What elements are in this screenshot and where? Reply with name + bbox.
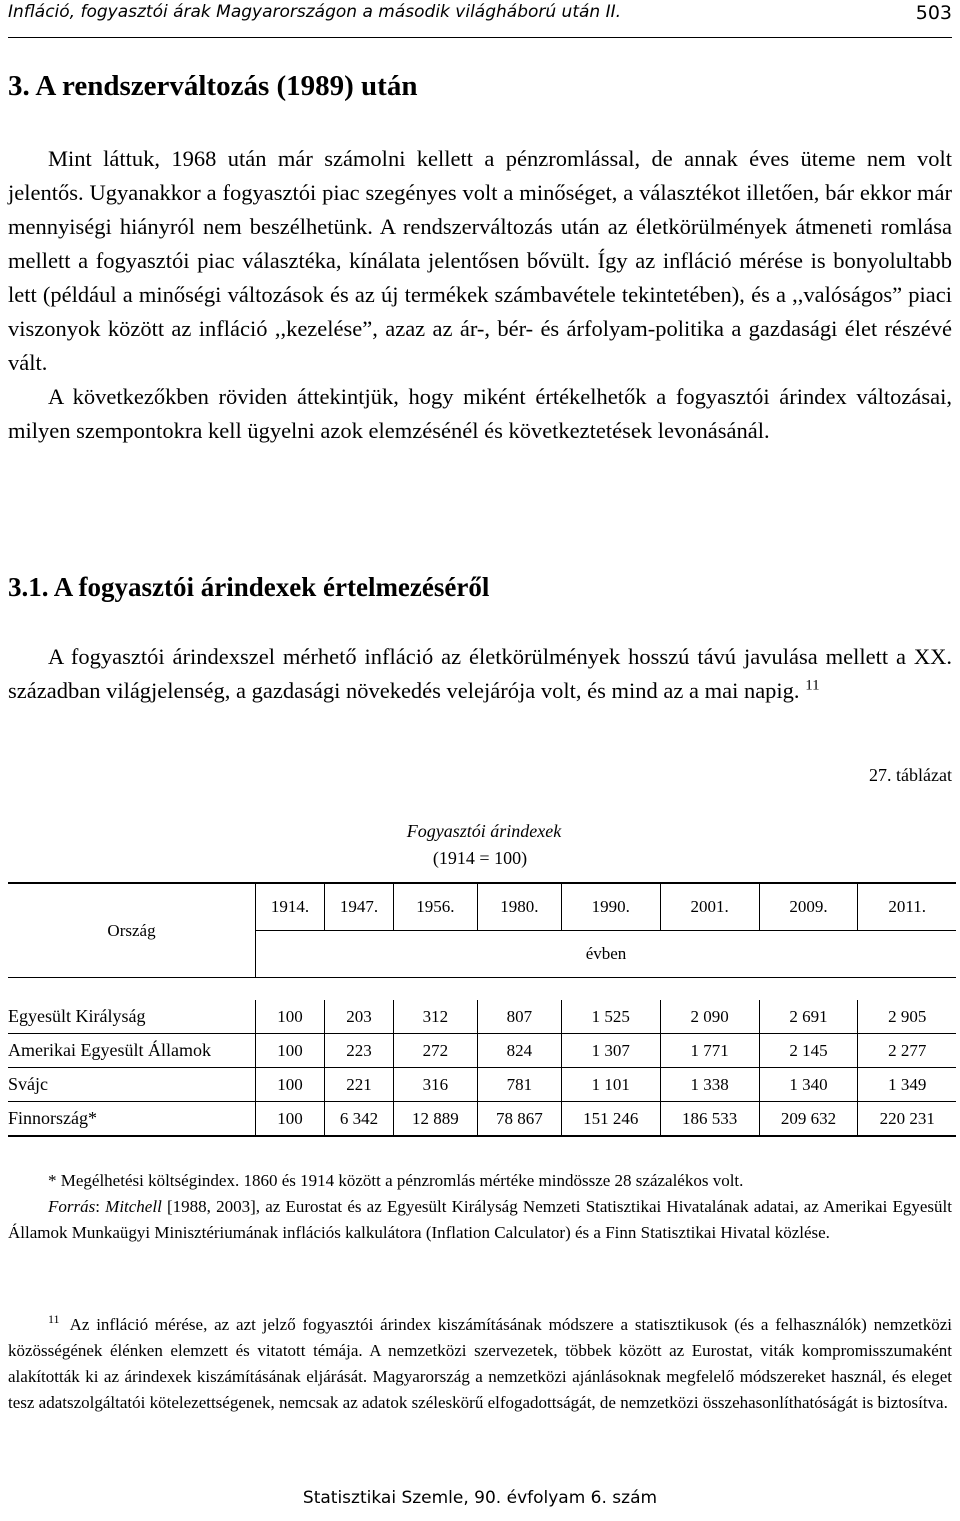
value-cell: 312 (393, 1000, 477, 1034)
value-cell: 807 (477, 1000, 561, 1034)
year-header: 1980. (477, 883, 561, 931)
table-row (8, 1034, 956, 1068)
value-cell: 223 (324, 1034, 393, 1068)
body-paragraph: A következőkben röviden áttekintjük, hogy miként értékelhetők a fogyasztói árindex változásai, milyen szempontokra kell ügyelni azok elemzésénél és következtetések levonásánál. (8, 384, 952, 443)
year-header: 1956. (393, 883, 477, 931)
table-row (8, 1102, 956, 1137)
value-cell: 272 (393, 1034, 477, 1068)
section-body (8, 142, 952, 448)
value-cell: 1 349 (858, 1068, 956, 1102)
value-cell: 1 340 (759, 1068, 858, 1102)
value-cell: 100 (256, 1102, 325, 1137)
value-cell: 221 (324, 1068, 393, 1102)
table-notes (8, 1168, 952, 1246)
subsection-paragraph-text: A fogyasztói árindexszel mérhető infláció az életkörülmények hosszú távú javulása mellett a XX. században világjelenség, a gazdasági növekedés velejárója volt, és mind az a mai napig. (8, 644, 952, 703)
body-paragraph: Mint láttuk, 1968 után már számolni kellett a pénzromlással, de annak éves üteme nem volt jelentős. Ugyanakkor a fogyasztói piac szegényes volt a minőséget, a választékot illetően, bár ekkor már mennyiségi hiányról nem beszélhetünk. A rendszerváltozás után az életkörülmények átmeneti romlása mellett a fogyasztói piac választéka, kínálata jelentősen bővült. Így az infláció mérése is bonyolultabb lett (például a minőségi változások és az új termékek számbavétele tekintetében), és a ,,valóságos” piaci viszonyok között az infláció ,,kezelése”, azaz az ár-, bér- és árfolyam-politika a gazdasági élet részévé vált. (8, 146, 952, 375)
table-title: Fogyasztói árindexek (406, 821, 562, 841)
year-header: 1947. (324, 883, 393, 931)
table-note: * Megélhetési költségindex. 1860 és 1914 között a pénzromlás mértéke mindössze 28 százalékos volt. (48, 1171, 744, 1190)
table-spacer (8, 978, 956, 1001)
section-title: 3. A rendszerváltozás (1989) után (8, 70, 418, 102)
table-row (8, 1000, 956, 1034)
year-header: 2009. (759, 883, 858, 931)
table-base: (1914 = 100) (432, 848, 528, 868)
value-cell: 78 867 (477, 1102, 561, 1137)
value-cell: 209 632 (759, 1102, 858, 1137)
table-caption (0, 818, 960, 872)
value-cell: 100 (256, 1000, 325, 1034)
table-row (8, 1068, 956, 1102)
value-cell: 781 (477, 1068, 561, 1102)
country-column-header: Ország (8, 883, 256, 978)
footnote-paragraph (8, 1312, 952, 1416)
page-number: 503 (915, 2, 952, 24)
table-header-row (8, 883, 956, 931)
year-header: 2011. (858, 883, 956, 931)
footnote (8, 1312, 952, 1416)
value-cell: 151 246 (561, 1102, 660, 1137)
value-cell: 316 (393, 1068, 477, 1102)
value-cell: 2 691 (759, 1000, 858, 1034)
value-cell: 6 342 (324, 1102, 393, 1137)
price-index-table (8, 882, 956, 1137)
footnote-number: 11 (48, 1312, 60, 1327)
value-cell: 12 889 (393, 1102, 477, 1137)
footnote-reference[interactable]: 11 (805, 677, 820, 694)
source-author: Mitchell (105, 1197, 162, 1216)
running-title: Infláció, fogyasztói árak Magyarországon a második világháború után II. (8, 2, 622, 22)
value-cell: 2 277 (858, 1034, 956, 1068)
source-label: Forrás (48, 1197, 96, 1216)
value-cell: 1 525 (561, 1000, 660, 1034)
running-header (8, 0, 952, 38)
value-cell: 100 (256, 1068, 325, 1102)
value-cell: 2 905 (858, 1000, 956, 1034)
value-cell: 2 090 (660, 1000, 759, 1034)
year-header: 1990. (561, 883, 660, 931)
subsection-body (8, 640, 952, 708)
country-cell: Svájc (8, 1068, 256, 1102)
value-cell: 1 101 (561, 1068, 660, 1102)
value-cell: 100 (256, 1034, 325, 1068)
value-cell: 1 338 (660, 1068, 759, 1102)
table-number: 27. táblázat (869, 765, 952, 785)
year-unit-label: évben (256, 931, 957, 978)
body-paragraph (8, 640, 952, 708)
value-cell: 2 145 (759, 1034, 858, 1068)
year-header: 1914. (256, 883, 325, 931)
value-cell: 203 (324, 1000, 393, 1034)
value-cell: 824 (477, 1034, 561, 1068)
year-header: 2001. (660, 883, 759, 931)
country-cell: Amerikai Egyesült Államok (8, 1034, 256, 1068)
country-cell: Egyesült Királyság (8, 1000, 256, 1034)
value-cell: 220 231 (858, 1102, 956, 1137)
running-footer: Statisztikai Szemle, 90. évfolyam 6. szám (302, 1488, 658, 1508)
table-source: Forrás: Mitchell [1988, 2003], az Eurostat és az Egyesült Királyság Nemzeti Statisztikai Hivatalának adatai, az Amerikai Egyesült Államok Munkaügyi Minisztériumának inflációs kalkulátora (Inflation Calculator) és a Finn Statisztikai Hivatal közlése. (8, 1197, 952, 1242)
value-cell: 1 307 (561, 1034, 660, 1068)
source-text: [1988, 2003], az Eurostat és az Egyesült Királyság Nemzeti Statisztikai Hivatalának adatai, az Amerikai Egyesült Államok Munkaügyi Minisztériumának inflációs kalkulátora (Inflation Calculator) és a Finn Statisztikai Hivatal közlése. (8, 1197, 952, 1242)
footnote-text: Az infláció mérése, az azt jelző fogyasztói árindex kiszámításának módszere a statisztikusok (és a felhasználók) nemzetközi közösségének élénken elemzett és vitatott témája. A nemzetközi szervezetek, többek között az Eurostat, viták kompromisszumaként alakították ki az árindexek kiszámításának eljárását. Magyarország a nemzetközi ajánlásoknak megfelelő módszereket használ, és eleget tesz adatszolgáltatói kötelezettségenek, nemcsak az adatok széleskörű elfogadottságát, de nemzetközi összehasonlíthatóságát is biztosítva. (8, 1315, 952, 1412)
subsection-title: 3.1. A fogyasztói árindexek értelmezéséről (8, 572, 490, 602)
value-cell: 1 771 (660, 1034, 759, 1068)
value-cell: 186 533 (660, 1102, 759, 1137)
country-cell: Finnország* (8, 1102, 256, 1137)
